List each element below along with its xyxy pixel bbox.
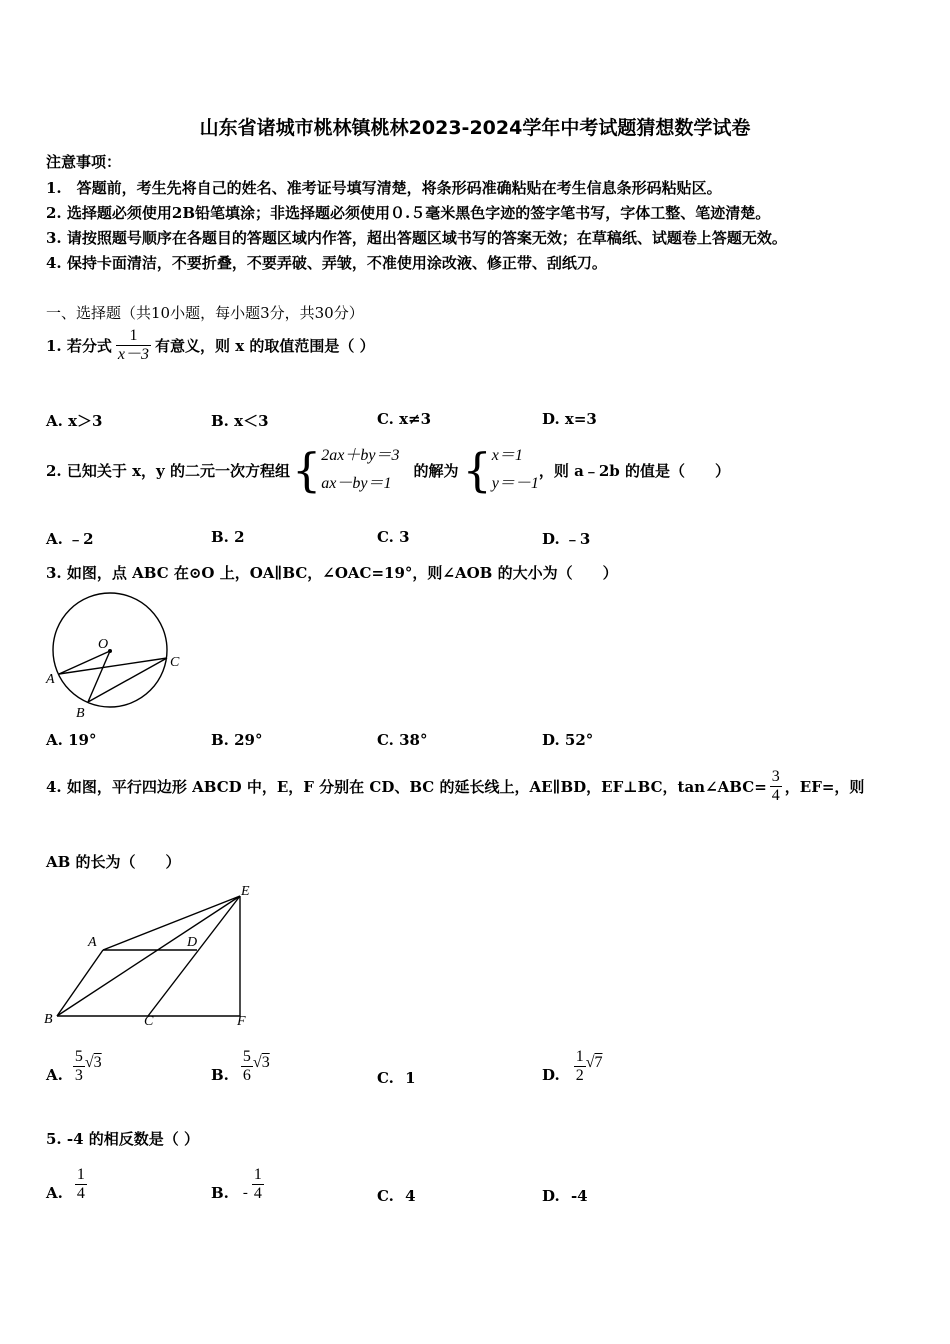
question-5: 5. -4 的相反数是（ ） bbox=[46, 1130, 199, 1148]
q5-option-b-den: 4 bbox=[253, 1184, 262, 1202]
q2-option-d[interactable]: D. ﹣3 bbox=[542, 530, 591, 548]
q4-label-e: E bbox=[241, 884, 250, 899]
q4-option-b-letter: B. bbox=[211, 1066, 229, 1084]
q3-label-b: B bbox=[76, 706, 85, 720]
note-item-2: 2. 选择题必须使用2B铅笔填涂；非选择题必须使用０.５毫米黑色字迹的签字笔书写，字体工整、笔迹清楚。 bbox=[46, 204, 771, 222]
q5-option-d[interactable] bbox=[542, 1187, 588, 1205]
q1-suffix: 有意义，则 x 的取值范围是（ ） bbox=[155, 336, 375, 355]
q4-parallelogram-figure bbox=[40, 880, 260, 1030]
q5-option-a-num: 1 bbox=[76, 1165, 85, 1183]
q4-option-d[interactable] bbox=[542, 1046, 602, 1086]
q3-label-a: A bbox=[46, 672, 55, 687]
q4-label-f: F bbox=[237, 1014, 246, 1029]
q4-frac-den: 4 bbox=[771, 786, 780, 804]
q4-option-c-value: 1 bbox=[405, 1069, 416, 1087]
q5-option-c-letter: C. bbox=[377, 1187, 394, 1205]
q5-option-b-sign: - bbox=[242, 1184, 248, 1201]
q4-label-d: D bbox=[187, 935, 198, 950]
q2-suffix: ，则 a﹣2b 的值是（ ） bbox=[538, 461, 730, 480]
q4-option-a-root-value: 3 bbox=[93, 1054, 102, 1071]
q5-option-a-den: 4 bbox=[76, 1184, 85, 1202]
q2-option-a[interactable]: A. ﹣2 bbox=[46, 530, 94, 548]
q1-option-a[interactable]: A. x＞3 bbox=[46, 412, 103, 430]
q2-option-c[interactable]: C. 3 bbox=[377, 528, 410, 546]
note-item-3: 3. 请按照题号顺序在各题目的答题区域内作答，超出答题区域书写的答案无效；在草稿纸、试题卷上答题无效。 bbox=[46, 229, 787, 247]
notes-heading: 注意事项： bbox=[46, 153, 122, 171]
q5-option-b-letter: B. bbox=[211, 1184, 229, 1202]
q4-segment-ab bbox=[57, 950, 103, 1016]
q4-label-b: B bbox=[44, 1012, 53, 1027]
q4-text: 4. 如图，平行四边形 ABCD 中，E，F 分别在 CD、BC 的延长线上，AE∥BD，EF⊥BC，tan∠ABC= bbox=[46, 777, 767, 796]
question-1 bbox=[46, 327, 375, 363]
q1-option-d[interactable]: D. x=3 bbox=[542, 410, 597, 428]
q5-option-b-num: 1 bbox=[253, 1165, 262, 1183]
q4-option-b-den: 6 bbox=[242, 1066, 251, 1084]
q2-solution-brace: { bbox=[462, 443, 492, 497]
q4-option-b-num: 5 bbox=[242, 1047, 251, 1065]
q3-label-c: C bbox=[170, 655, 180, 670]
q4-option-b[interactable] bbox=[211, 1046, 270, 1086]
q4-option-a-fraction bbox=[73, 1048, 85, 1084]
q4-option-d-letter: D. bbox=[542, 1066, 560, 1084]
q2-prefix: 2. 已知关于 x，y 的二元一次方程组 bbox=[46, 461, 290, 480]
q1-prefix: 1. 若分式 bbox=[46, 336, 112, 355]
q4-option-a-letter: A. bbox=[46, 1066, 63, 1084]
q2-option-b[interactable]: B. 2 bbox=[211, 528, 245, 546]
q4-option-b-root-value: 3 bbox=[261, 1054, 270, 1071]
q4-option-a-num: 5 bbox=[74, 1047, 83, 1065]
q3-option-a[interactable]: A. 19° bbox=[46, 731, 97, 749]
q4-segment-bd bbox=[57, 896, 240, 1016]
q1-fraction bbox=[116, 327, 151, 363]
q2-sol1: x＝1 bbox=[491, 447, 523, 464]
q5-option-d-value: -4 bbox=[570, 1187, 588, 1205]
q4-label-c: C bbox=[144, 1014, 154, 1029]
question-4 bbox=[46, 764, 864, 808]
page-title: 山东省诸城市桃林镇桃林2023-2024学年中考试题猜想数学试卷 bbox=[199, 117, 751, 139]
q1-frac-den: x－3 bbox=[117, 345, 149, 363]
q3-option-b[interactable]: B. 29° bbox=[211, 731, 263, 749]
question-3: 3. 如图，点 ABC 在⊙O 上，OA∥BC，∠OAC=19°，则∠AOB 的大小为（ ） bbox=[46, 564, 618, 582]
q2-eq2: ax－by＝1 bbox=[321, 475, 392, 492]
q5-option-a-letter: A. bbox=[46, 1184, 63, 1202]
q5-option-b-fraction bbox=[252, 1166, 264, 1202]
note-item-1: 1. 答题前，考生先将自己的姓名、准考证号填写清楚，将条形码准确粘贴在考生信息条形码粘贴区。 bbox=[46, 179, 722, 197]
question-2 bbox=[46, 440, 730, 500]
q5-option-a-fraction bbox=[75, 1166, 87, 1202]
q1-option-c[interactable]: C. x≠3 bbox=[377, 410, 432, 428]
q4-option-b-root: √3 bbox=[252, 1054, 270, 1071]
q4-option-b-fraction bbox=[241, 1048, 253, 1084]
q2-system bbox=[321, 442, 399, 498]
q1-option-b[interactable]: B. x＜3 bbox=[211, 412, 269, 430]
q4-tan-fraction bbox=[770, 768, 782, 804]
q1-frac-num: 1 bbox=[129, 327, 138, 344]
q4-option-a-den: 3 bbox=[74, 1066, 83, 1084]
q5-option-c[interactable] bbox=[377, 1187, 416, 1205]
q4-label-a: A bbox=[88, 935, 97, 950]
q4-frac-num: 3 bbox=[771, 767, 780, 785]
q3-option-c[interactable]: C. 38° bbox=[377, 731, 428, 749]
q4-option-a-root: √3 bbox=[84, 1054, 102, 1071]
q5-option-b[interactable] bbox=[211, 1163, 264, 1205]
q4-option-c-letter: C. bbox=[377, 1069, 394, 1087]
q3-segment-ob bbox=[88, 651, 110, 702]
q4-text-line2: AB 的长为（ ） bbox=[46, 853, 181, 871]
q3-circle-figure bbox=[44, 590, 186, 720]
q4-option-d-root: √7 bbox=[585, 1054, 603, 1071]
q2-solution bbox=[492, 442, 539, 498]
q4-option-d-num: 1 bbox=[575, 1047, 584, 1065]
q5-option-d-letter: D. bbox=[542, 1187, 560, 1205]
q4-option-d-den: 2 bbox=[575, 1066, 584, 1084]
q3-center-dot bbox=[108, 649, 112, 653]
q2-sol2: y＝－1 bbox=[491, 475, 539, 492]
q4-option-a[interactable] bbox=[46, 1046, 102, 1086]
q2-system-brace: { bbox=[292, 443, 322, 497]
q2-eq1: 2ax＋by＝3 bbox=[321, 447, 400, 464]
q4-option-c[interactable] bbox=[377, 1069, 416, 1087]
note-item-4: 4. 保持卡面清洁，不要折叠，不要弄破、弄皱，不准使用涂改液、修正带、刮纸刀。 bbox=[46, 254, 607, 272]
q2-mid: 的解为 bbox=[413, 461, 459, 480]
q4-option-d-fraction bbox=[574, 1048, 586, 1084]
q3-option-d[interactable]: D. 52° bbox=[542, 731, 594, 749]
q5-option-c-value: 4 bbox=[405, 1187, 416, 1205]
q3-segment-bc bbox=[88, 658, 167, 702]
q4-text-end: ，EF=，则 bbox=[784, 777, 865, 796]
q4-option-d-root-value: 7 bbox=[594, 1054, 603, 1071]
q5-option-a[interactable] bbox=[46, 1163, 87, 1205]
section-heading: 一、选择题（共10小题，每小题3分，共30分） bbox=[46, 304, 364, 322]
q3-label-o: O bbox=[98, 637, 109, 652]
